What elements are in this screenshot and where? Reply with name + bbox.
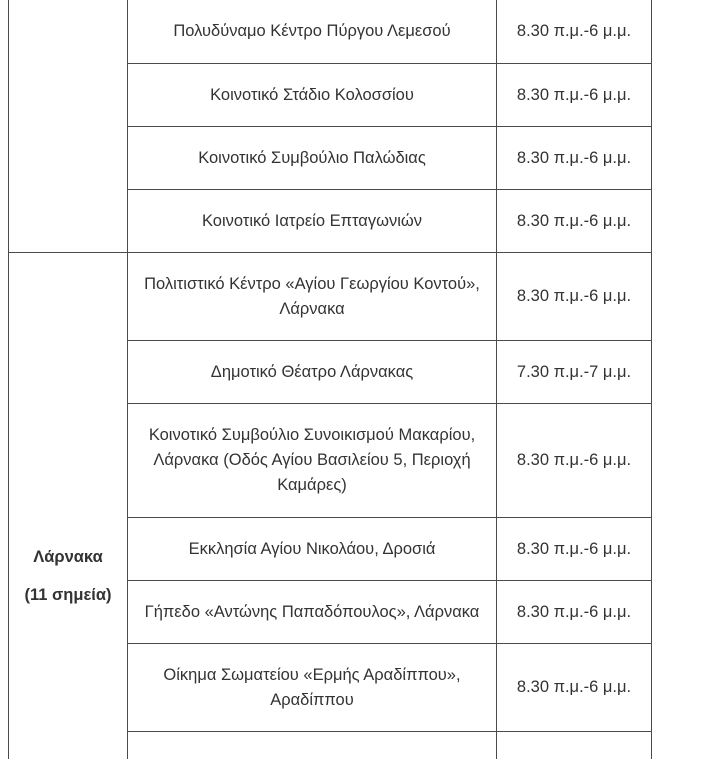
place-cell: Πολυδύναμο Κέντρο Πύργου Λεμεσού: [128, 0, 497, 64]
table-row: [9, 0, 652, 64]
hours-cell: 8.30 π.μ.-6 μ.μ.: [497, 404, 652, 518]
hours-cell: 7.30 π.μ.-7 μ.μ.: [497, 341, 652, 404]
place-cell: Δημοτικό Θέατρο Λάρνακας: [128, 341, 497, 404]
hours-cell: 8.30 π.μ.-6 μ.μ.: [497, 644, 652, 732]
hours-cell: 8.30 π.μ.-6 μ.μ.: [497, 64, 652, 127]
district-name: Λάρνακα: [21, 545, 115, 570]
hours-cell: 8.30 π.μ.-6 μ.μ.: [497, 127, 652, 190]
district-cell: [9, 253, 128, 759]
district-cell: [9, 0, 128, 253]
place-cell: Γήπεδο «Αντώνης Παπαδόπουλος», Λάρνακα: [128, 581, 497, 644]
place-cell: Κοινοτικό Στάδιο Κολοσσίου: [128, 64, 497, 127]
place-cell: Πολιτιστικό Κέντρο «Αγίου Γεωργίου Κοντού», Λάρνακα: [128, 253, 497, 341]
place-cell: Εκκλησία Αγίου Νικολάου, Δροσιά: [128, 518, 497, 581]
hours-cell: 8.30 π.μ.-6 μ.μ.: [497, 190, 652, 253]
district-count: (11 σημεία): [21, 583, 115, 608]
place-cell: Κοινοτικό Ιατρείο Επταγωνιών: [128, 190, 497, 253]
hours-cell: 8.30 π.μ.-6 μ.μ.: [497, 0, 652, 64]
hours-cell: 8.30 π.μ.-6 μ.μ.: [497, 518, 652, 581]
place-cell: Κοινοτικό Συμβούλιο Παλώδιας: [128, 127, 497, 190]
place-cell: Οίκημα Σωματείου «Ερμής Αραδίππου», Αραδίππου: [128, 644, 497, 732]
hours-cell: 8.30 π.μ.-6 μ.μ.: [497, 253, 652, 341]
place-cell: Κοινοτικό Συμβούλιο Συνοικισμού Μακαρίου, Λάρνακα (Οδός Αγίου Βασιλείου 5, Περιοχή Καμάρες): [128, 404, 497, 518]
hours-cell: 8.30 π.μ.-6 μ.μ.: [497, 581, 652, 644]
vaccination-points-table: [8, 0, 652, 759]
table-row: [9, 253, 652, 341]
